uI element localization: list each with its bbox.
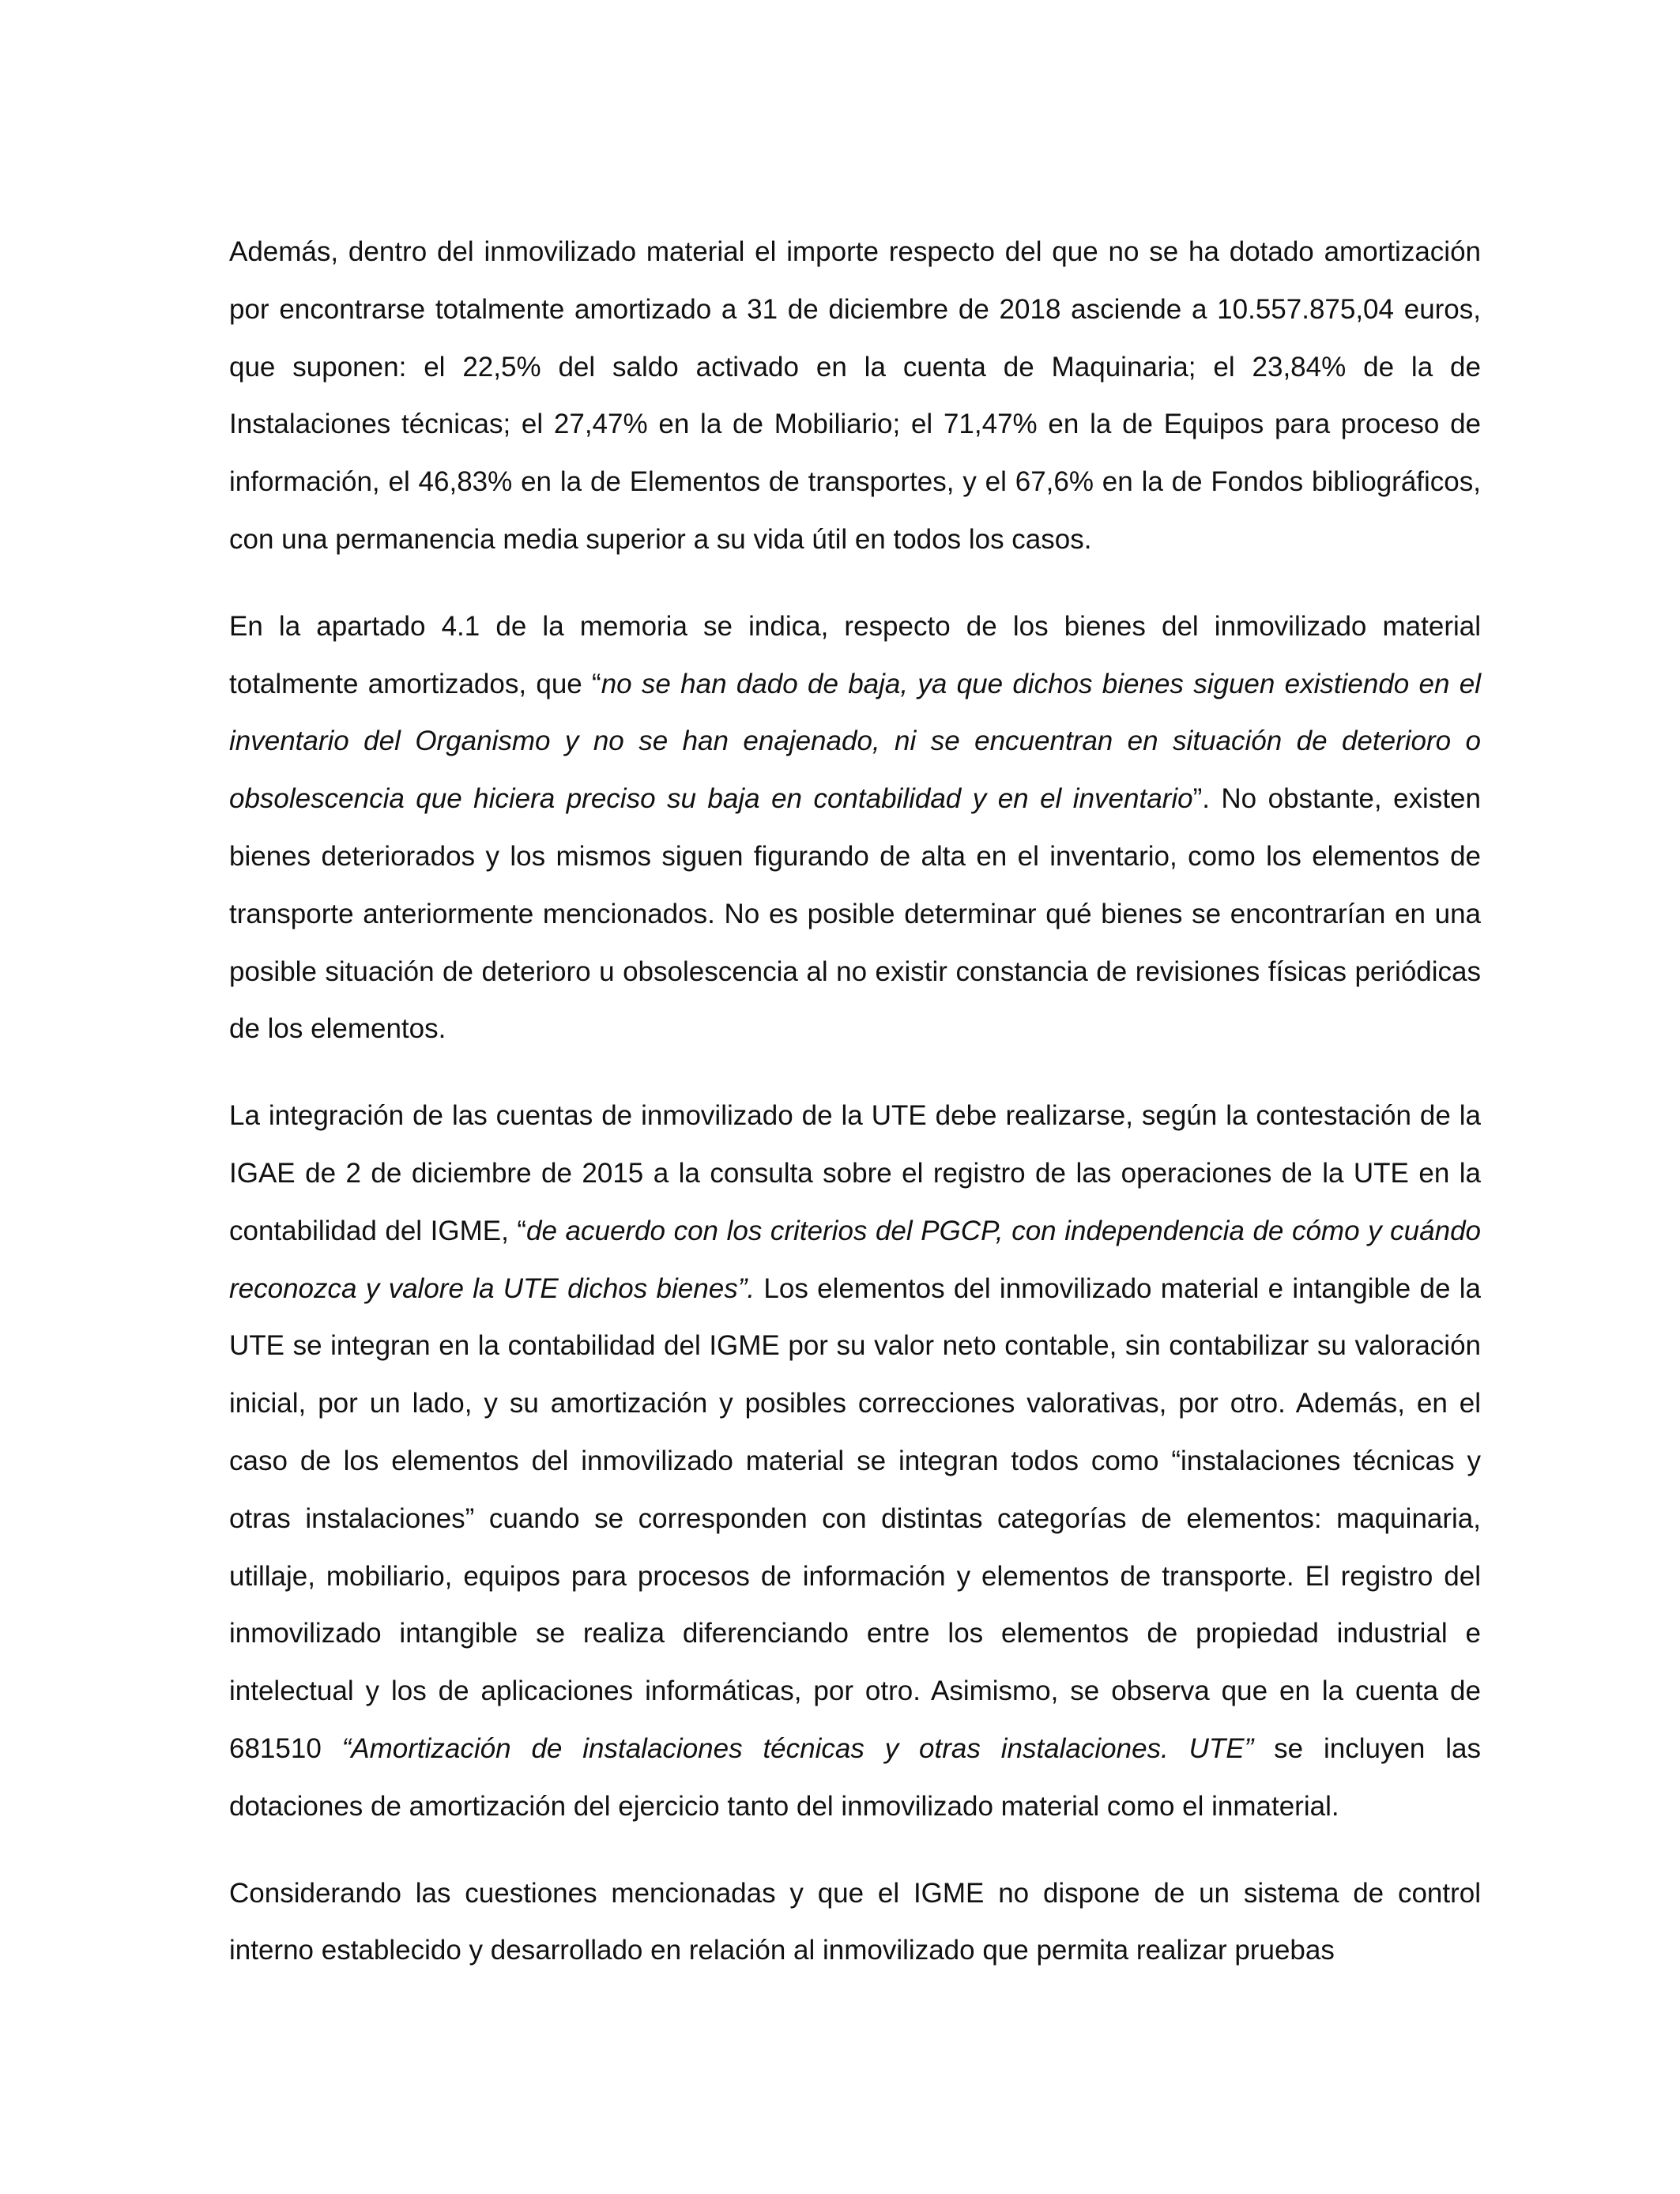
paragraph-fully-amortized-assets <box>229 224 1481 569</box>
paragraph-text: ”. No obstante, existen bienes deteriorados y los mismos siguen figurando de alta en el inventario, como los elementos de transporte anteriormente mencionados. No es posible determinar qué bienes se encontrarían en una posible situación de deterioro u obsolescencia al no existir constancia de revisiones físicas periódicas de los elementos. <box>229 783 1481 1045</box>
italic-quote: no se han dado de baja, ya que dichos bienes siguen existiendo en el inventario del Organismo y no se han enajenado, ni se encuentran en situación de deterioro o obsolescencia que hiciera preciso su baja en contabilidad y en el inventario <box>229 668 1481 815</box>
paragraph-memoria-4-1 <box>229 598 1481 1058</box>
paragraph-text: En la apartado 4.1 de la memoria se indica, respecto de los bienes del inmovilizado material totalmente amortizados, que “ <box>229 610 1481 699</box>
italic-quote: de acuerdo con los criterios del PGCP, con independencia de cómo y cuándo reconozca y valore la UTE dichos bienes”. <box>229 1215 1482 1304</box>
paragraph-text: La integración de las cuentas de inmovilizado de la UTE debe realizarse, según la contestación de la IGAE de 2 de diciembre de 2015 a la consulta sobre el registro de las operaciones de la UTE en la contabilidad del IGME, “ <box>229 1100 1481 1246</box>
paragraph-ute-integration <box>229 1088 1481 1835</box>
paragraph-text: Además, dentro del inmovilizado material el importe respecto del que no se ha dotado amortización por encontrarse totalmente amortizado a 31 de diciembre de 2018 asciende a 10.557.875,04 euros, que suponen: el 22,5% del saldo activado en la cuenta de Maquinaria; el 23,84% de la de Instalaciones técnicas; el 27,47% en la de Mobiliario; el 71,47% en la de Equipos para proceso de información, el 46,83% en la de Elementos de transportes, y el 67,6% en la de Fondos bibliográficos, con una permanencia media superior a su vida útil en todos los casos. <box>229 236 1481 555</box>
paragraph-text: Considerando las cuestiones mencionadas y que el IGME no dispone de un sistema de control interno establecido y desarrollado en relación al inmovilizado que permita realizar pruebas <box>229 1877 1481 1966</box>
document-body <box>229 224 1481 1980</box>
paragraph-text: Los elementos del inmovilizado material e intangible de la UTE se integran en la contabilidad del IGME por su valor neto contable, sin contabilizar su valoración inicial, por un lado, y su amortización y posibles correcciones valorativas, por otro. Además, en el caso de los elementos del inmovilizado material se integran todos como “instalaciones técnicas y otras instalaciones” cuando se corresponden con distintas categorías de elementos: maquinaria, utillaje, mobiliario, equipos para procesos de información y elementos de transporte. El registro del inmovilizado intangible se realiza diferenciando entre los elementos de propiedad industrial e intelectual y los de aplicaciones informáticas, por otro. Asimismo, se observa que en la cuenta de 681510 <box>229 1272 1481 1764</box>
paragraph-internal-control <box>229 1865 1481 1981</box>
paragraph-text: se incluyen las dotaciones de amortización del ejercicio tanto del inmovilizado material como el inmaterial. <box>229 1732 1481 1822</box>
italic-account-name: “Amortización de instalaciones técnicas y otras instalaciones. UTE” <box>341 1732 1254 1764</box>
